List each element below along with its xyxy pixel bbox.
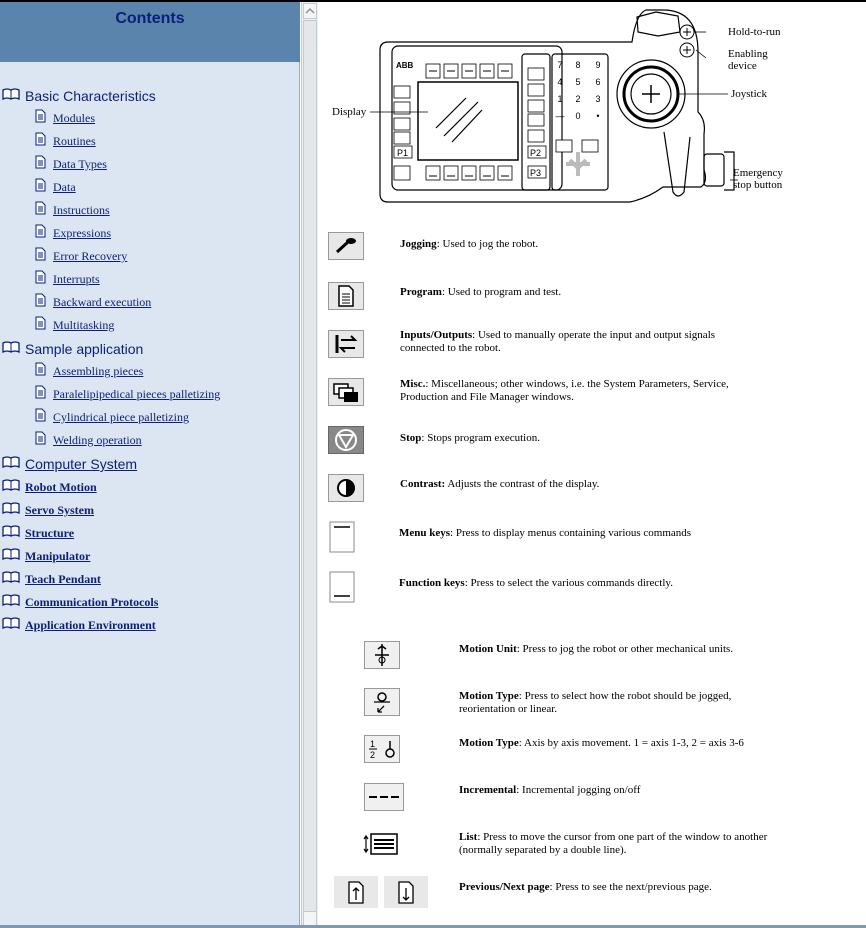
page-icon [35,362,46,376]
key-description [400,432,720,445]
svg-text:3: 3 [595,94,601,104]
toc-item-link[interactable]: Assembling pieces [53,364,144,378]
key-description [399,577,749,590]
hold-to-run-label: Hold-to-run [728,26,781,38]
key-text: : Stops program execution. [421,432,540,444]
page-icon [35,132,46,146]
p3-key-label: P3 [530,168,542,178]
key-name: Motion Unit [459,643,517,655]
key-text: : Press to select how the robot should be jogged, reorientation or linear. [459,690,732,715]
toc-item-link[interactable]: Instructions [53,203,110,217]
p2-key-label: P2 [530,148,542,158]
key-description [459,643,779,656]
io-icon [328,330,364,363]
key-name: Misc. [400,378,426,390]
book-icon [2,593,20,607]
key-name: Function keys [399,577,465,589]
key-description [400,286,720,299]
key-text: : Used to manually operate the input and output signals connected to the robot. [400,329,716,354]
toc-section-link[interactable]: Computer System [25,456,138,472]
scroll-up-button[interactable] [303,3,317,19]
toc-item-link[interactable]: Welding operation [53,433,142,447]
key-name: Stop [400,432,422,444]
joystick-icon [328,232,364,265]
enabling-device-label: Enabling device [728,48,768,72]
function-key-icon [328,571,356,608]
p1-key-label: P1 [397,148,409,158]
page-icon [35,270,46,284]
page-icon [35,293,46,307]
toc-section-link[interactable]: Basic Characteristics [25,88,156,104]
key-text: : Press to move the cursor from one part of the window to another (normally separated by a double line). [459,831,768,856]
toc-section-link[interactable]: Communication Protocols [25,595,159,609]
toc-section-link[interactable]: Manipulator [25,549,91,563]
svg-text:0: 0 [575,111,581,121]
book-icon [2,570,20,584]
toc-item-link[interactable]: Expressions [53,226,111,240]
book-icon [2,87,20,101]
key-name: Motion Type [459,690,519,702]
key-description [459,784,779,797]
key-text: : Used to program and test. [441,286,562,298]
toc-section-link[interactable]: Servo System [25,503,94,517]
key-description [459,690,779,716]
page-icon [334,876,430,913]
contrast-icon [328,474,364,507]
svg-text:6: 6 [595,77,601,87]
sidebar-title: Contents [115,10,185,27]
program-icon [328,282,364,315]
book-icon [2,524,20,538]
page-icon [35,201,46,215]
toc-item-link[interactable]: Data Types [53,157,107,171]
key-text: : Press to jog the robot or other mechanical units. [516,643,734,655]
page-icon [35,408,46,422]
key-name: Program [400,286,442,298]
svg-text:1: 1 [370,739,376,749]
svg-text:4: 4 [557,77,563,87]
key-text: : Axis by axis movement. 1 = axis 1-3, 2 = axis 3-6 [518,737,744,749]
key-description [399,527,749,540]
key-name: Jogging [400,238,437,250]
svg-text:•: • [596,111,600,121]
page-icon [35,224,46,238]
key-text: Adjusts the contrast of the display. [445,478,600,490]
menu-key-icon [328,521,356,558]
content-pane [318,2,866,928]
sidebar-header [0,2,300,62]
toc-section-link[interactable]: Teach Pendant [25,572,101,586]
display-label: Display [332,106,367,118]
toc-item-link[interactable]: Data [53,180,76,194]
windows-icon [328,378,364,411]
book-icon [2,616,20,630]
toc-item-link[interactable]: Cylindrical piece palletizing [53,410,189,424]
page-icon [35,385,46,399]
toc-item-link[interactable]: Modules [53,111,95,125]
scroll-thumb[interactable] [303,20,317,915]
axis-icon [364,735,400,768]
svg-text:9: 9 [595,60,601,70]
page-icon [35,155,46,169]
sidebar [0,2,300,928]
stop-icon [328,426,364,459]
key-name: Inputs/Outputs [400,329,473,341]
abb-logo: ABB [396,61,414,70]
page-icon [35,178,46,192]
svg-text:2: 2 [370,750,376,760]
key-name: List [459,831,478,843]
motion-unit-icon [364,641,400,674]
page-icon [35,109,46,123]
key-description [400,478,720,491]
svg-text:1: 1 [557,94,563,104]
key-name: Menu keys [399,527,451,539]
key-text: : Press to see the next/previous page. [549,881,712,893]
svg-text:5: 5 [575,77,581,87]
svg-text:2: 2 [575,94,581,104]
key-description [459,737,799,750]
key-name: Motion Type [459,737,519,749]
page-icon [35,247,46,261]
toc-item-link[interactable]: Paralelipipedical pieces palletizing [53,387,221,401]
book-icon [2,340,20,354]
toc-section-link[interactable]: Structure [25,526,75,540]
svg-text:—: — [555,111,565,121]
emergency-stop-label: Emergency stop button [733,167,783,191]
scrollbar[interactable] [301,2,318,928]
motion-type-icon [364,688,400,721]
key-description [459,881,799,894]
svg-text:8: 8 [575,60,581,70]
toc-item-link[interactable]: Interrupts [53,272,100,286]
key-name: Contrast: [400,478,446,490]
toc-item-link[interactable]: Multitasking [53,318,115,332]
toc-section-link[interactable]: Application Environment [25,618,156,632]
book-icon [2,455,20,469]
incremental-icon [364,783,404,816]
book-icon [2,547,20,561]
key-text: : Used to jog the robot. [436,238,539,250]
key-description [400,238,720,251]
book-icon [2,501,20,515]
svg-text:7: 7 [557,60,563,70]
key-text: : Miscellaneous; other windows, i.e. the System Parameters, Service, Production and File Manager windows. [400,378,729,403]
toc-section-link[interactable]: Robot Motion [25,480,97,494]
key-text: : Press to select the various commands directly. [464,577,673,589]
page-icon [35,431,46,445]
toc-item-link[interactable]: Error Recovery [53,249,128,263]
list-icon [362,830,402,863]
key-name: Incremental [459,784,517,796]
book-icon [2,478,20,492]
toc-item-link[interactable]: Backward execution [53,295,152,309]
key-description [400,378,730,404]
toc-section-link[interactable]: Sample application [25,341,144,357]
key-text: : Press to display menus containing various commands [450,527,692,539]
page-icon [35,316,46,330]
toc-item-link[interactable]: Routines [53,134,96,148]
key-text: : Incremental jogging on/off [516,784,641,796]
key-name: Previous/Next page [459,881,550,893]
key-description [459,831,779,857]
key-description [400,329,720,355]
joystick-label: Joystick [731,88,768,100]
